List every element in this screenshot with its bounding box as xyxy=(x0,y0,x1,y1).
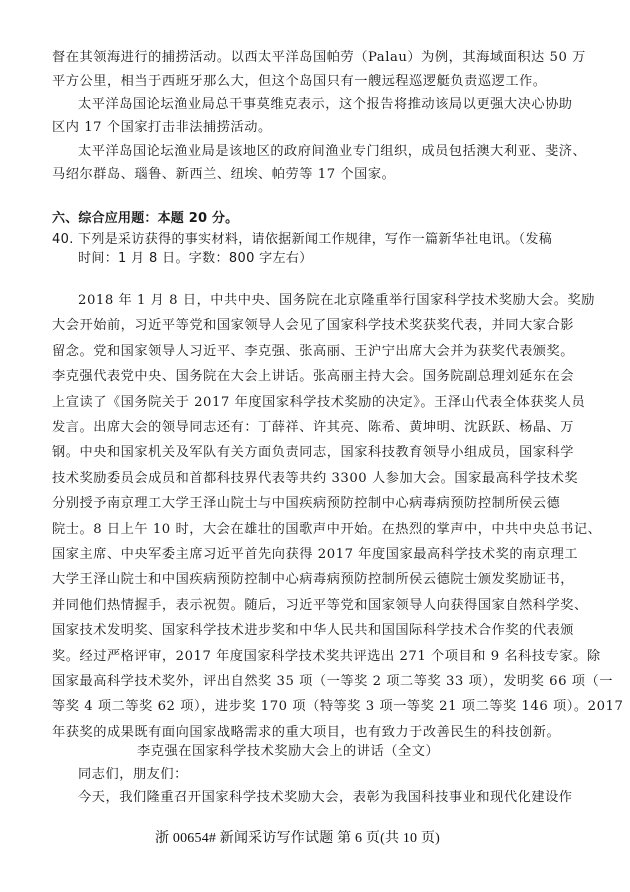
text-line: 上宣读了《国务院关于 2017 年度国家科学技术奖励的决定》。王泽山代表全体获奖人员 xyxy=(52,394,586,410)
text-line: 技术奖励委员会成员和首都科技界代表等共约 3300 人参加大会。国家最高科学技术奖 xyxy=(52,470,579,486)
text-line: 留念。党和国家领导人习近平、李克强、张高丽、王沪宁出席大会并为获奖代表颁奖。 xyxy=(52,343,575,359)
page-footer: 浙 00654# 新闻采访写作试题 第 6 页(共 10 页) xyxy=(155,831,441,846)
text-line: 太平洋岛国论坛渔业局总干事莫维克表示，这个报告将推动该局以更强大决心协助 xyxy=(78,97,573,112)
text-line: 平方公里，相当于西班牙那么大，但这个岛国只有一艘远程巡逻艇负责巡逻工作。 xyxy=(52,74,547,89)
text-line: 钢。中央和国家机关及军队有关方面负责同志，国家科技教育领导小组成员，国家科学 xyxy=(52,445,575,461)
text-line: 大会开始前，习近平等党和国家领导人会见了国家科学技术奖获奖代表，并同大家合影 xyxy=(52,318,575,334)
speech-title: 李克强在国家科学技术奖励大会上的讲话（全文） xyxy=(137,744,440,759)
speech-salutation: 同志们，朋友们： xyxy=(78,767,188,782)
text-line: 大学王泽山院士和中国疾病预防控制中心病毒病预防控制所侯云德院士颁发奖励证书， xyxy=(52,572,575,588)
text-line: 督在其领海进行的捕捞活动。以西太平洋岛国帕劳（Palau）为例，其海域面积达 50 万 xyxy=(52,50,586,65)
text-line: 马绍尔群岛、瑙鲁、新西兰、纽埃、帕劳等 17 个国家。 xyxy=(52,167,396,182)
question-prompt: 下列是采访获得的事实材料，请依据新闻工作规律，写作一篇新华社电讯。（发稿 xyxy=(78,232,553,247)
text-line: 2018 年 1 月 8 日，中共中央、国务院在北京隆重举行国家科学技术奖励大会。奖励 xyxy=(78,293,595,308)
text-line: 国家技术发明奖、国家科学技术进步奖和中华人民共和国国际科学技术合作奖的代表颁 xyxy=(52,623,575,639)
section-heading: 六、综合应用题：本题 20 分。 xyxy=(52,211,239,226)
text-line: 分别授予南京理工大学王泽山院士与中国疾病预防控制中心病毒病预防控制所侯云德 xyxy=(52,496,561,512)
text-line: 等奖 4 项二等奖 62 项），进步奖 170 项（特等奖 3 项一等奖 21 项二等奖 146 项）。2017 xyxy=(52,699,624,715)
text-line: 发言。出席大会的领导同志还有：丁薛祥、许其亮、陈希、黄坤明、沈跃跃、杨晶、万 xyxy=(52,420,575,435)
text-line: 李克强代表党中央、国务院在大会上讲话。张高丽主持大会。国务院副总理刘延东在会 xyxy=(52,369,575,385)
text-line: 并同他们热情握手，表示祝贺。随后，习近平等党和国家领导人向获得国家自然科学奖、 xyxy=(52,597,588,613)
speech-text-line: 今天，我们隆重召开国家科学技术奖励大会，表彰为我国科技事业和现代化建设作 xyxy=(78,790,573,805)
text-line: 年获奖的成果既有面向国家战略需求的重大项目，也有致力于改善民生的科技创新。 xyxy=(52,724,561,740)
text-line: 区内 17 个国家打击非法捕捞活动。 xyxy=(52,120,272,135)
text-line: 奖。经过严格评审，2017 年度国家科学技术奖共评选出 271 个项目和 9 名科技专家。除 xyxy=(52,648,601,664)
text-line: 院士。8 日上午 10 时，大会在雄壮的国歌声中开始。在热烈的掌声中，中共中央总书记、 xyxy=(52,521,602,537)
text-line: 太平洋岛国论坛渔业局是该地区的政府间渔业专门组织，成员包括澳大利亚、斐济、 xyxy=(78,144,587,159)
question-number: 40. xyxy=(52,232,74,247)
text-line: 国家主席、中央军委主席习近平首先向获得 2017 年度国家最高科学技术奖的南京理工 xyxy=(52,547,579,562)
question-prompt-continued: 时间：1 月 8 日。字数：800 字左右） xyxy=(78,251,313,266)
text-line: 国家最高科学技术奖外，评出自然奖 35 项（一等奖 2 项二等奖 33 项），发明奖 66 项（一 xyxy=(52,674,613,689)
